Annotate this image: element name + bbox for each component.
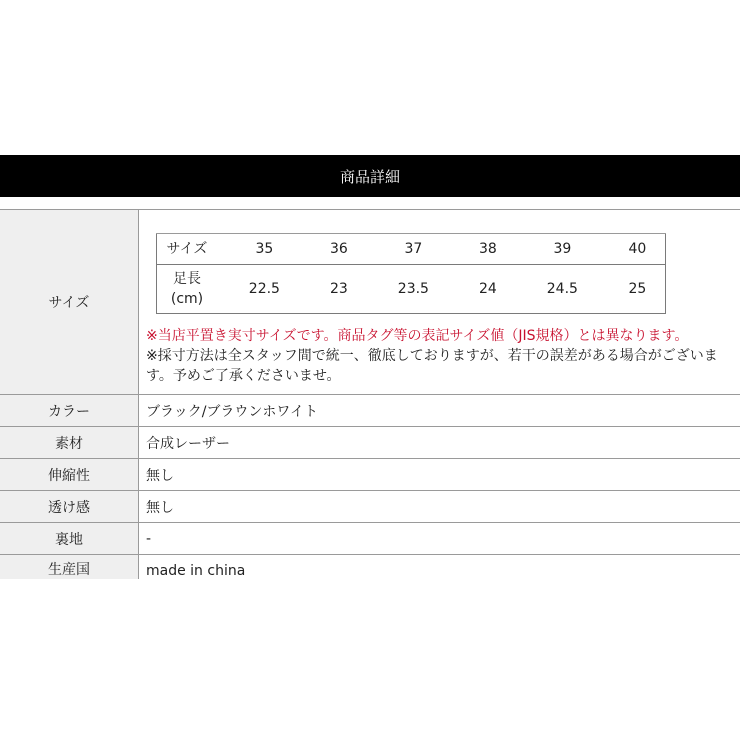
- foot-length-row: [157, 265, 666, 314]
- size-value: 37: [366, 234, 461, 265]
- table-row: [0, 523, 740, 555]
- size-value: 40: [610, 234, 666, 265]
- foot-length-value: 23: [312, 265, 366, 314]
- table-row: [0, 395, 740, 427]
- row-label: 素材: [0, 427, 139, 459]
- row-value: -: [139, 523, 740, 555]
- size-value: 38: [461, 234, 515, 265]
- row-label: 生産国: [0, 555, 139, 580]
- row-label: 裏地: [0, 523, 139, 555]
- foot-length-value: 24.5: [515, 265, 610, 314]
- table-row: [0, 459, 740, 491]
- size-chart: [156, 233, 666, 314]
- size-cell: [139, 210, 740, 395]
- spec-table: [0, 209, 740, 579]
- foot-length-header-line1: 足長: [173, 270, 201, 287]
- foot-length-value: 24: [461, 265, 515, 314]
- size-notes: [146, 326, 740, 386]
- foot-length-header-line2: (cm): [170, 291, 204, 307]
- table-row: [0, 427, 740, 459]
- row-value: 合成レーザー: [139, 427, 740, 459]
- row-value: ブラック/ブラウンホワイト: [139, 395, 740, 427]
- row-label: 透け感: [0, 491, 139, 523]
- foot-length-value: 25: [610, 265, 666, 314]
- size-value: 39: [515, 234, 610, 265]
- foot-length-value: 23.5: [366, 265, 461, 314]
- table-row: [0, 491, 740, 523]
- row-label: サイズ: [0, 210, 139, 395]
- section-title: 商品詳細: [339, 167, 400, 186]
- row-value: 無し: [139, 459, 740, 491]
- foot-length-header: [157, 265, 218, 314]
- row-label: カラー: [0, 395, 139, 427]
- row-value: made in china: [139, 555, 740, 580]
- size-row-header: サイズ: [157, 234, 218, 265]
- table-row: [0, 210, 740, 395]
- size-row: [157, 234, 666, 265]
- section-header: [0, 155, 740, 197]
- size-note: ※採寸方法は全スタッフ間で統一、徹底しておりますが、若干の誤差がある場合がございます。予めご了承くださいませ。: [146, 348, 718, 384]
- table-row: [0, 555, 740, 580]
- row-value: 無し: [139, 491, 740, 523]
- size-value: 36: [312, 234, 366, 265]
- row-label: 伸縮性: [0, 459, 139, 491]
- size-value: 35: [217, 234, 312, 265]
- foot-length-value: 22.5: [217, 265, 312, 314]
- size-note-red: ※当店平置き実寸サイズです。商品タグ等の表記サイズ値（JIS規格）とは異なります。: [146, 328, 689, 344]
